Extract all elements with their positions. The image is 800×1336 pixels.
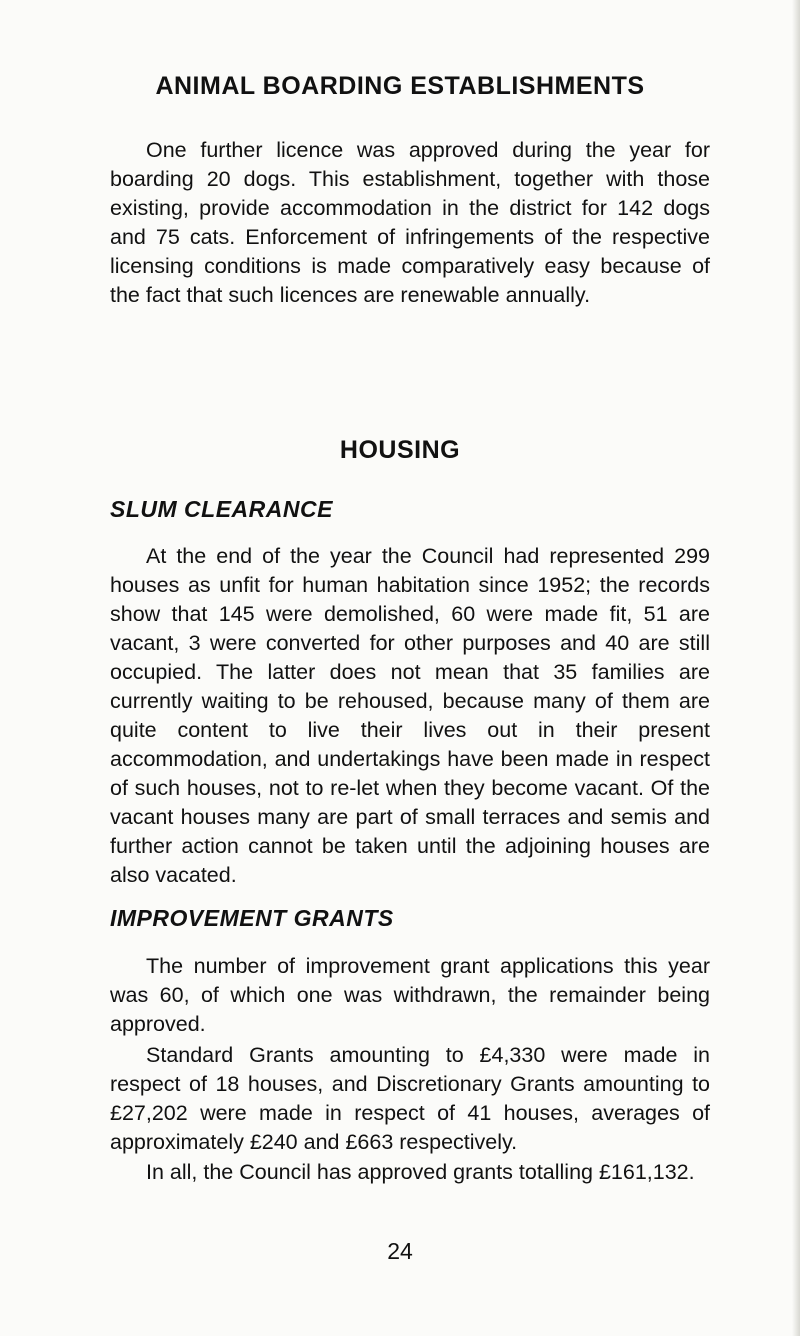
paragraph-improvement-grants-3: In all, the Council has approved grants totalling £161,132.: [146, 1160, 695, 1184]
paragraph-animal-boarding: One further licence was approved during the year for boarding 20 dogs. This establishment, together with those existing, provide accommodation in the district for 142 dogs and 75 cats. Enforcement of infringements of the respective licensing conditions is made comparatively easy because of the fact that such licences are renewable annually.: [110, 138, 710, 307]
paragraph-improvement-grants-1: The number of improvement grant applications this year was 60, of which one was withdrawn, the remainder being approved.: [110, 954, 710, 1036]
subsection-title-slum-clearance: SLUM CLEARANCE: [110, 496, 333, 522]
page-number: 24: [387, 1238, 413, 1264]
paragraph-improvement-grants-2: Standard Grants amounting to £4,330 were made in respect of 18 houses, and Discretionary Grants amounting to £27,202 were made in respect of 41 houses, averages of approximately £240 and £663 respectively.: [110, 1043, 710, 1154]
page-edge-shadow: [792, 0, 800, 1336]
section-title-animal-boarding: ANIMAL BOARDING ESTABLISHMENTS: [155, 72, 645, 100]
subsection-title-improvement-grants: IMPROVEMENT GRANTS: [110, 905, 394, 931]
section-title-housing: HOUSING: [339, 436, 461, 464]
paragraph-slum-clearance: At the end of the year the Council had represented 299 houses as unfit for human habitation since 1952; the records show that 145 were demolished, 60 were made fit, 51 are vacant, 3 were converted for other purposes and 40 are still occupied. The latter does not mean that 35 families are currently waiting to be rehoused, because many of them are quite content to live their lives out in their present accommodation, and undertakings have been made in respect of such houses, not to re-let when they become vacant. Of the vacant houses many are part of small terraces and semis and further action cannot be taken until the adjoining houses are also vacated.: [110, 544, 710, 887]
